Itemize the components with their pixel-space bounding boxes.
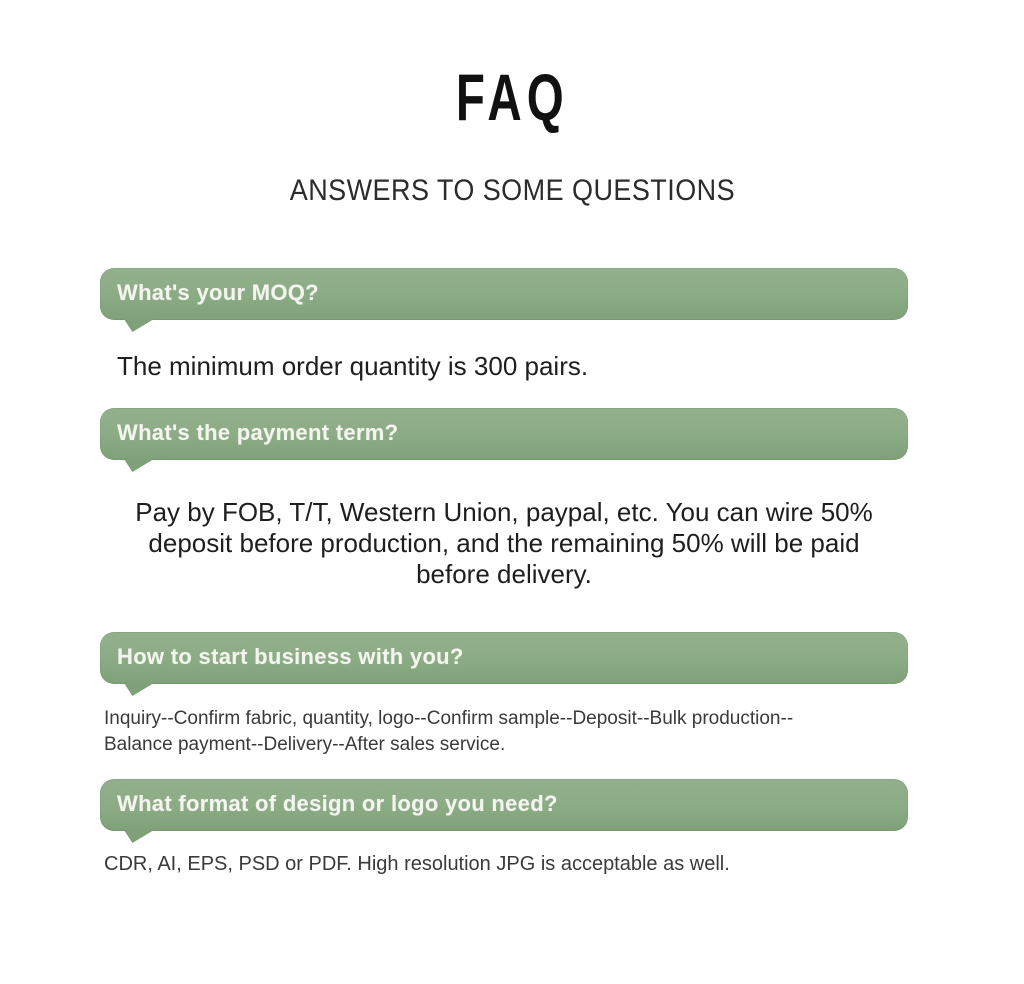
answer-line: deposit before production, and the remaining 50% will be paid	[148, 528, 860, 558]
question-label: How to start business with you?	[117, 644, 464, 669]
question-bubble	[100, 268, 908, 320]
page-title: FAQ	[455, 60, 569, 134]
answer-line: CDR, AI, EPS, PSD or PDF. High resolution JPG is acceptable as well.	[104, 853, 730, 875]
answer-text	[100, 497, 908, 590]
answer-line: Pay by FOB, T/T, Western Union, paypal, etc. You can wire 50%	[135, 497, 873, 527]
speech-bubble-tail	[124, 830, 154, 843]
speech-bubble-tail	[124, 319, 154, 332]
question-label: What's the payment term?	[117, 420, 399, 445]
speech-bubble-tail	[124, 459, 154, 472]
question-bubble	[100, 779, 908, 831]
page-header	[0, 0, 1024, 134]
question-bubble	[100, 632, 908, 684]
answer-text	[100, 851, 908, 877]
answer-line: Inquiry--Confirm fabric, quantity, logo--Confirm sample--Deposit--Bulk production--	[104, 708, 794, 729]
answer-line: Balance payment--Delivery--After sales service.	[104, 734, 506, 755]
faq-item-start-business	[100, 632, 908, 758]
answer-line: before delivery.	[416, 559, 592, 589]
faq-list	[100, 268, 908, 877]
subtitle-row	[0, 130, 1024, 206]
speech-bubble-tail	[124, 683, 154, 696]
question-bubble	[100, 408, 908, 460]
question-label: What's your MOQ?	[117, 280, 319, 305]
faq-item-payment-term	[100, 408, 908, 590]
answer-text	[100, 706, 908, 758]
faq-item-moq	[100, 268, 908, 383]
faq-item-design-format	[100, 779, 908, 877]
question-label: What format of design or logo you need?	[117, 791, 558, 816]
page-subtitle: ANSWERS TO SOME QUESTIONS	[289, 174, 735, 207]
answer-line: The minimum order quantity is 300 pairs.	[117, 351, 589, 381]
answer-text	[100, 350, 908, 383]
